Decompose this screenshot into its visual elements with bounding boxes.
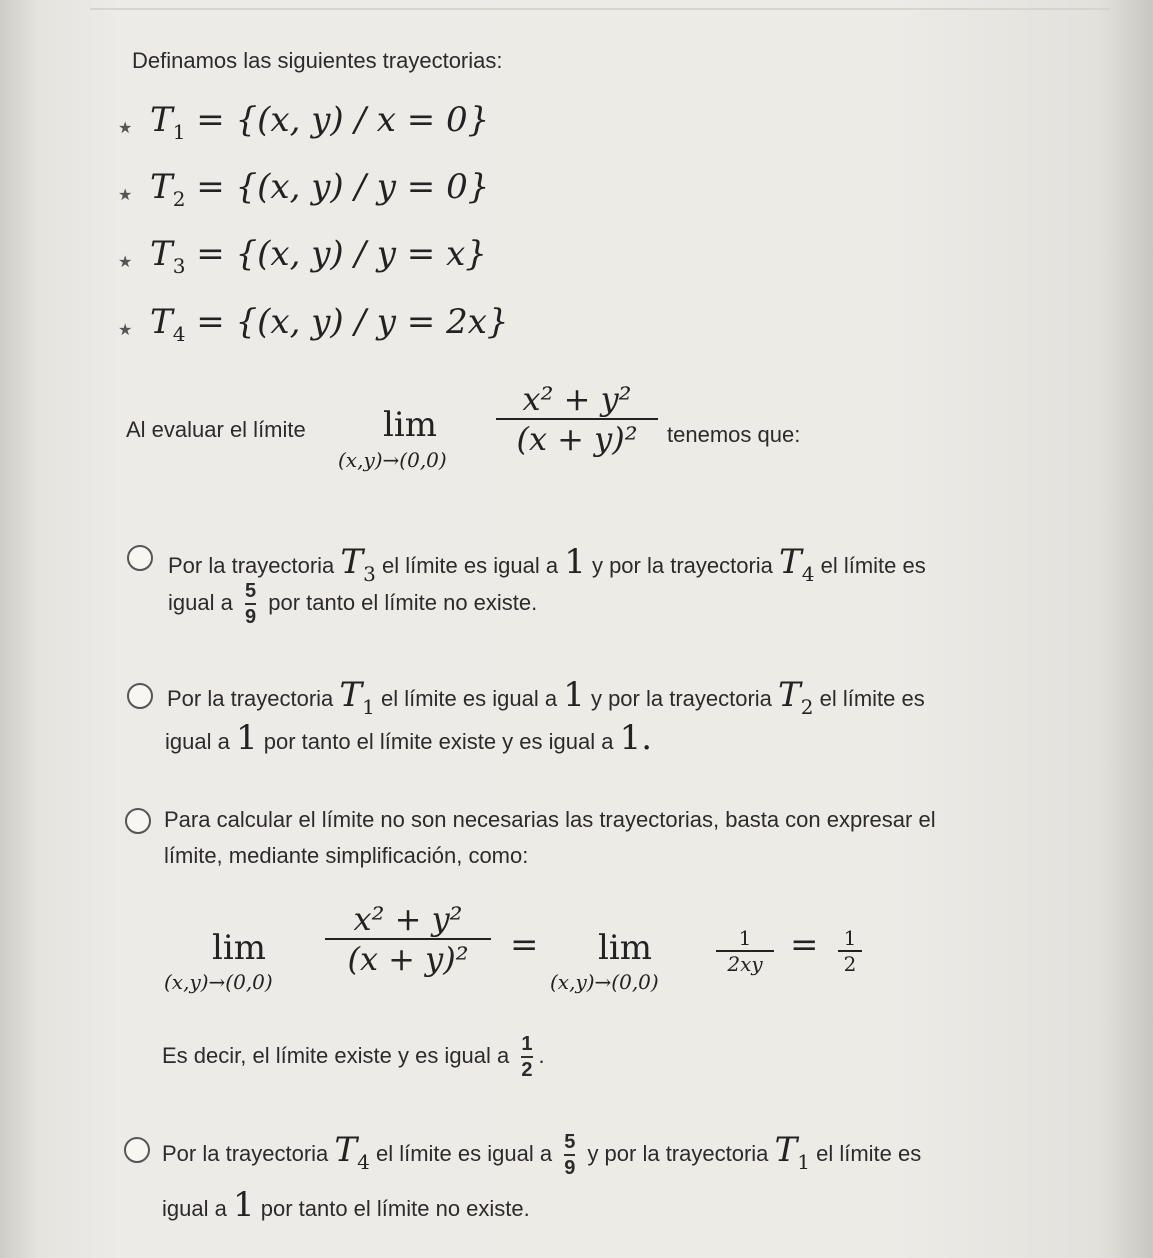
option-text: y por la trayectoria bbox=[591, 553, 773, 578]
fraction-numerator: x² + y² bbox=[353, 900, 463, 938]
option-text: por tanto el límite no existe. bbox=[260, 1196, 530, 1221]
option-text: el límite es igual a bbox=[381, 553, 559, 578]
bullet-icon: ★ bbox=[118, 187, 133, 204]
option-2-line1[interactable] bbox=[167, 675, 925, 719]
option-text: el límite es igual a bbox=[375, 1141, 553, 1166]
frac-den: 9 bbox=[564, 1157, 576, 1180]
value: 1 bbox=[232, 1185, 255, 1225]
frac-num: 1 bbox=[521, 1033, 533, 1055]
trajectory-t4 bbox=[150, 302, 509, 346]
option-text: Por la trayectoria bbox=[168, 553, 335, 578]
traj-sub: 4 bbox=[172, 321, 186, 346]
traj-name: T bbox=[150, 302, 173, 342]
option-text: el límite es bbox=[820, 553, 926, 578]
traj-name: T bbox=[150, 234, 173, 274]
trajectory-symbol bbox=[340, 542, 376, 586]
option-text: Es decir, el límite existe y es igual a bbox=[162, 1042, 510, 1068]
fraction-numerator: 1 bbox=[738, 926, 752, 950]
traj-sub: 1 bbox=[172, 119, 186, 144]
t-sub: 3 bbox=[363, 561, 376, 586]
fraction-5-9 bbox=[245, 580, 256, 628]
trajectory-symbol bbox=[779, 542, 815, 586]
value: 1. bbox=[619, 718, 653, 758]
value: 1 bbox=[564, 542, 586, 582]
t-sub: 1 bbox=[362, 694, 375, 719]
option-4-line1[interactable] bbox=[162, 1130, 921, 1179]
frac-bar bbox=[564, 1154, 575, 1156]
t-sub: 1 bbox=[797, 1149, 810, 1174]
option-text: el límite es bbox=[819, 686, 925, 711]
limit-suffix: tenemos que: bbox=[667, 422, 801, 447]
frac-num: 5 bbox=[244, 580, 257, 602]
frac-bar bbox=[521, 1056, 532, 1058]
t-name: T bbox=[779, 542, 802, 582]
trajectory-symbol bbox=[774, 1130, 810, 1174]
option-3-line2[interactable]: límite, mediante simplificación, como: bbox=[164, 843, 529, 868]
trajectory-symbol bbox=[778, 675, 814, 719]
option-text: igual a bbox=[165, 729, 230, 754]
option-3-line1[interactable]: Para calcular el límite no son necesarias las trayectorias, basta con expresar el bbox=[164, 807, 936, 832]
option-text: por tanto el límite no existe. bbox=[268, 589, 538, 615]
option-text: Por la trayectoria bbox=[162, 1141, 329, 1166]
lim-approach: (x,y)→(0,0) bbox=[550, 970, 659, 994]
equals-sign: = bbox=[510, 925, 539, 965]
intro-text: Definamos las siguientes trayectorias: bbox=[132, 48, 503, 73]
option-2-line2[interactable] bbox=[165, 718, 652, 758]
traj-sub: 3 bbox=[172, 253, 186, 278]
t-name: T bbox=[778, 675, 801, 715]
fraction-1-2 bbox=[521, 1033, 532, 1081]
option-4-line2[interactable] bbox=[162, 1185, 530, 1225]
frac-den: 2 bbox=[521, 1059, 533, 1081]
option-text: el límite es bbox=[816, 1141, 922, 1166]
fraction-denominator: (x + y)² bbox=[347, 940, 469, 978]
traj-set: = {(x, y) / y = x} bbox=[196, 234, 487, 274]
t-name: T bbox=[334, 1130, 358, 1170]
simplify-fraction bbox=[325, 900, 491, 978]
traj-name: T bbox=[150, 167, 173, 207]
result-fraction bbox=[838, 926, 862, 976]
option-3-conclusion[interactable] bbox=[162, 1033, 545, 1081]
trajectory-t1 bbox=[150, 100, 489, 144]
option-text: y por la trayectoria bbox=[590, 686, 772, 711]
frac-num: 5 bbox=[564, 1131, 576, 1154]
value: 1 bbox=[235, 718, 258, 758]
option-1-radio[interactable] bbox=[127, 545, 153, 571]
fraction-numerator: 1 bbox=[843, 926, 857, 950]
traj-sub: 2 bbox=[172, 186, 186, 211]
option-2-radio[interactable] bbox=[127, 683, 153, 709]
lim-word: lim bbox=[598, 928, 652, 968]
option-4-radio[interactable] bbox=[124, 1137, 150, 1163]
t-sub: 2 bbox=[800, 694, 814, 719]
option-text: por tanto el límite existe y es igual a bbox=[263, 729, 614, 754]
trajectory-symbol bbox=[334, 1130, 370, 1174]
traj-set: = {(x, y) / x = 0} bbox=[196, 100, 490, 140]
traj-name: T bbox=[150, 100, 173, 140]
inner-fraction bbox=[716, 926, 774, 976]
fraction-numerator: x² + y² bbox=[522, 380, 632, 418]
fraction-5-9 bbox=[564, 1131, 575, 1179]
traj-set: = {(x, y) / y = 0} bbox=[196, 167, 490, 207]
lim-approach: (x,y)→(0,0) bbox=[338, 448, 447, 472]
trajectory-symbol bbox=[339, 675, 375, 719]
bullet-icon: ★ bbox=[118, 254, 133, 271]
t-sub: 4 bbox=[801, 561, 815, 586]
option-text: . bbox=[538, 1042, 545, 1068]
option-text: y por la trayectoria bbox=[587, 1141, 769, 1166]
fraction-denominator: 2xy bbox=[727, 951, 763, 976]
option-text: Por la trayectoria bbox=[167, 686, 334, 711]
option-text: el límite es igual a bbox=[380, 686, 558, 711]
equals-sign: = bbox=[790, 925, 819, 965]
option-text: igual a bbox=[162, 1196, 227, 1221]
value: 1 bbox=[563, 675, 585, 715]
bullet-icon: ★ bbox=[118, 120, 133, 137]
lim-word: lim bbox=[383, 405, 437, 445]
t-name: T bbox=[774, 1130, 798, 1170]
option-1-line2[interactable] bbox=[168, 580, 537, 628]
trajectory-t3 bbox=[150, 234, 487, 278]
t-sub: 4 bbox=[357, 1149, 370, 1174]
t-name: T bbox=[339, 675, 363, 715]
fraction-denominator: 2 bbox=[843, 951, 857, 976]
lim-approach: (x,y)→(0,0) bbox=[164, 970, 273, 994]
option-text: igual a bbox=[168, 589, 233, 615]
frac-den: 9 bbox=[244, 606, 257, 628]
limit-prefix: Al evaluar el límite bbox=[126, 417, 306, 442]
traj-set: = {(x, y) / y = 2x} bbox=[196, 302, 509, 342]
t-name: T bbox=[340, 542, 364, 582]
limit-fraction bbox=[496, 380, 658, 458]
fraction-denominator: (x + y)² bbox=[516, 420, 638, 458]
frac-bar bbox=[245, 603, 256, 605]
bullet-icon: ★ bbox=[118, 322, 133, 339]
trajectory-t2 bbox=[150, 167, 489, 211]
option-3-radio[interactable] bbox=[125, 808, 151, 834]
top-divider bbox=[90, 8, 1110, 10]
lim-word: lim bbox=[212, 928, 266, 968]
